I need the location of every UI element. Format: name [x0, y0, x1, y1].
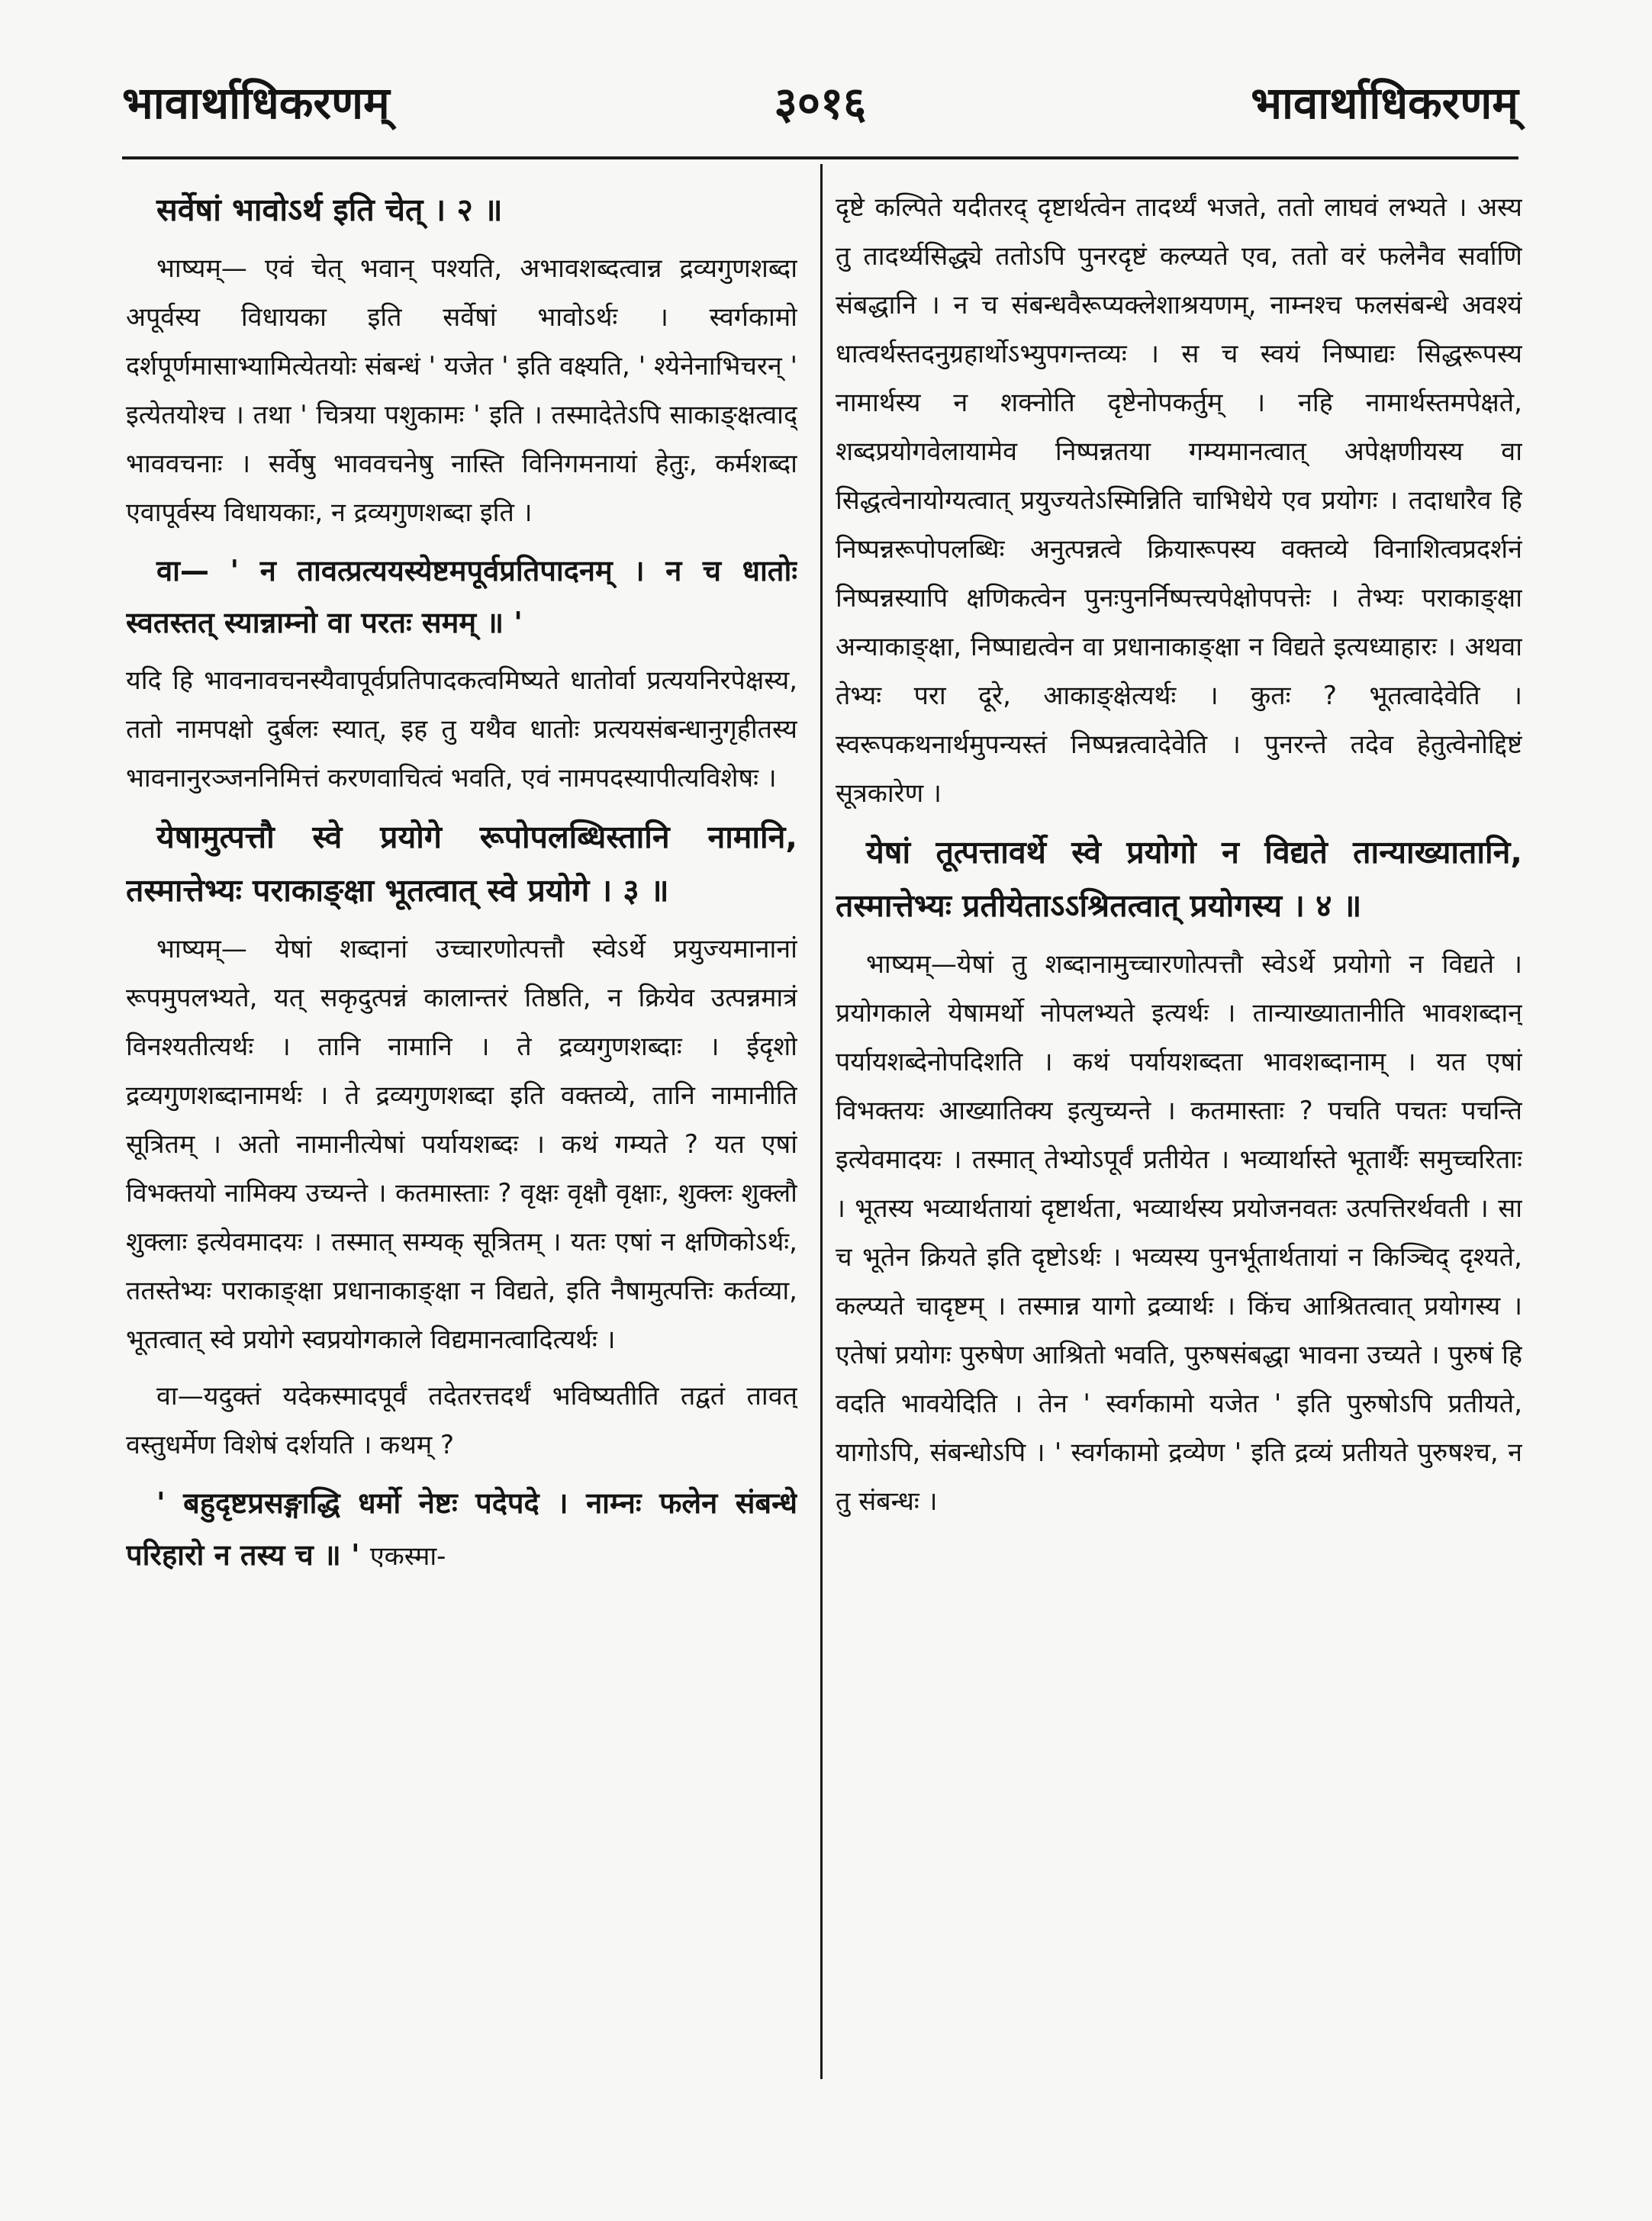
continuation-fragment: एकस्मा- — [369, 1541, 446, 1572]
right-column — [836, 183, 1522, 2121]
left-column — [126, 183, 797, 2121]
continued-paragraph: दृष्टे कल्पिते यदीतरद् दृष्टार्थत्वेन तादर्थ्यं भजते, ततो लाघवं लभ्यते । अस्य तु तादर्थ्यसिद्ध्ये ततोऽपि पुनरदृष्टं कल्प्यते एव, ततो वरं फलेनैव सर्वाणि संबद्धानि । न च संबन्धवैरूप्यक्लेशाश्रयणम्, नाम्नश्च फलसंबन्धे अवश्यं धात्वर्थस्तदनुग्रहार्थोऽभ्युपगन्तव्यः । स च स्वयं निष्पाद्यः सिद्धरूपस्य नामार्थस्य न शक्नोति दृष्टेनोपकर्तुम् । नहि नामार्थस्तमपेक्षते, शब्दप्रयोगवेलायामेव निष्पन्नतया गम्यमानत्वात् अपेक्षणीयस्य वा सिद्धत्वेनायोग्यत्वात् प्रयुज्यतेऽस्मिन्निति चाभिधेये एव प्रयोगः । तदाधारैव हि निष्पन्नरूपोपलब्धिः अनुत्पन्नत्वे क्रियारूपस्य वक्तव्ये विनाशित्वप्रदर्शनं निष्पन्नस्यापि क्षणिकत्वेन पुनःपुनर्निष्पत्त्यपेक्षोपपत्तेः । तेभ्यः पराकाङ्क्षा अन्याकाङ्क्षा, निष्पाद्यत्वेन वा प्रधानाकाङ्क्षा न विद्यते इत्यध्याहारः । अथवा तेभ्यः परा दूरे, आकाङ्क्षेत्यर्थः । कुतः ? भूतत्वादेवेति । स्वरूपकथनार्थमुपन्यस्तं निष्पन्नत्वादेवेति । पुनरन्ते तदेव हेतुत्वेनोद्दिष्टं सूत्रकारेण । — [836, 192, 1522, 809]
sutra-3: येषामुत्पत्तौ स्वे प्रयोगे रूपोपलब्धिस्तानि नामानि, तस्मात्तेभ्यः पराकाङ्क्षा भूतत्वात् स्वे प्रयोगे । ३ ॥ — [126, 819, 797, 909]
page-number: ३०१६ — [774, 77, 867, 129]
vartika-verse: वा— ' न तावत्प्रत्ययस्येष्टमपूर्वप्रतिपादनम् । न च धातोः स्वतस्तत् स्यान्नाम्नो वा परतः समम् ॥ ' — [126, 554, 797, 639]
vartika-intro: वा—यदुक्तं यदेकस्मादपूर्वं तदेतरत्तदर्थं भविष्यतीति तद्वतं तावत् वस्तुधर्मेण विशेषं दर्शयति । कथम् ? — [126, 1381, 797, 1460]
column-divider — [820, 164, 823, 2079]
vartika-commentary: यदि हि भावनावचनस्यैवापूर्वप्रतिपादकत्वमिष्यते धातोर्वा प्रत्ययनिरपेक्षस्य, ततो नामपक्षो दुर्बलः स्यात्, इह तु यथैव धातोः प्रत्ययसंबन्धानुगृहीतस्य भावनानुरञ्जननिमित्तं करणवाचित्वं भवति, एवं नामपदस्यापीत्यविशेषः । — [126, 665, 797, 793]
running-title-right: भावार्थाधिकरणम् — [1251, 77, 1518, 129]
sutra-2: सर्वेषां भावोऽर्थ इति चेत् । २ ॥ — [156, 192, 503, 228]
vartika-verse — [126, 1477, 797, 1582]
sutra-4: येषां तूत्पत्तावर्थे स्वे प्रयोगो न विद्यते तान्याख्यातानि, तस्मात्तेभ्यः प्रतीयेताऽऽश्रितत्वात् प्रयोगस्य । ४ ॥ — [836, 834, 1522, 924]
bhashya-paragraph: भाष्यम्— येषां शब्दानां उच्चारणोत्पत्तौ स्वेऽर्थे प्रयुज्यमानानां रूपमुपलभ्यते, यत् सकृदुत्पन्नं कालान्तरं तिष्ठति, न क्रियेव उत्पन्नमात्रं विनश्यतीत्यर्थः । तानि नामानि । ते द्रव्यगुणशब्दाः । ईदृशो द्रव्यगुणशब्दानामर्थः । ते द्रव्यगुणशब्दा इति वक्तव्ये, तानि नामानीति सूत्रितम् । अतो नामानीत्येषां पर्यायशब्दः । कथं गम्यते ? यत एषां विभक्तयो नामिक्य उच्यन्ते । कतमास्ताः ? वृक्षः वृक्षौ वृक्षाः, शुक्लः शुक्लौ शुक्लाः इत्येवमादयः । तस्मात् सम्यक् सूत्रितम् । यतः एषां न क्षणिकोऽर्थः, ततस्तेभ्यः पराकाङ्क्षा प्रधानाकाङ्क्षा न विद्यते, इति नैषामुत्पत्तिः कर्तव्या, भूतत्वात् स्वे प्रयोगे स्वप्रयोगकाले विद्यमानत्वादित्यर्थः । — [126, 934, 797, 1355]
bhashya-paragraph: भाष्यम्— एवं चेत् भवान् पश्यति, अभावशब्दत्वान्न द्रव्यगुणशब्दा अपूर्वस्य विधायका इति सर्वेषां भावोऽर्थः । स्वर्गकामो दर्शपूर्णमासाभ्यामित्येतयोः संबन्धं ' यजेत ' इति वक्ष्यति, ' श्येनेनाभिचरन् ' इत्येतयोश्च । तथा ' चित्रया पशुकामः ' इति । तस्मादेतेऽपि साकाङ्क्षत्वाद् भाववचनाः । सर्वेषु भाववचनेषु नास्ति विनिगमनायां हेतुः, कर्मशब्दा एवापूर्वस्य विधायकाः, न द्रव्यगुणशब्दा इति । — [126, 253, 797, 528]
bhashya-paragraph: भाष्यम्—येषां तु शब्दानामुच्चारणोत्पत्तौ स्वेऽर्थे प्रयोगो न विद्यते । प्रयोगकाले येषामर्थो नोपलभ्यते इत्यर्थः । तान्याख्यातानीति भावशब्दान् पर्यायशब्देनोपदिशति । कथं पर्यायशब्दता भावशब्दानाम् । यत एषां विभक्तयः आख्यातिक्य इत्युच्यन्ते । कतमास्ताः ? पचति पचतः पचन्ति इत्येवमादयः । तस्मात् तेभ्योऽपूर्वं प्रतीयेत । भव्यार्थास्ते भूतार्थैः समुच्चरिताः । भूतस्य भव्यार्थतायां दृष्टार्थता, भव्यार्थस्य प्रयोजनवतः उत्पत्तिरर्थवती । सा च भूतेन क्रियते इति दृष्टोऽर्थः । भव्यस्य पुनर्भूतार्थतायां न किञ्चिद् दृश्यते, कल्प्यते चादृष्टम् । तस्मान्न यागो द्रव्यार्थः । किंच आश्रितत्वात् प्रयोगस्य । एतेषां प्रयोगः पुरुषेण आश्रितो भवति, पुरुषसंबद्धा भावना उच्यते । पुरुषं हि वदति भावयेदिति । तेन ' स्वर्गकामो यजेत ' इति पुरुषोऽपि प्रतीयते, यागोऽपि, संबन्धोऽपि । ' स्वर्गकामो द्रव्येण ' इति द्रव्यं प्रतीयते पुरुषश्च, न तु संबन्धः । — [836, 949, 1522, 1517]
header-rule — [122, 156, 1518, 159]
running-title-left: भावार्थाधिकरणम् — [122, 77, 390, 129]
page-header — [122, 72, 1518, 141]
verse-text: ' बहुदृष्टप्रसङ्गाद्धि धर्मो नेष्टः पदेपदे । नाम्नः फलेन संबन्धे परिहारो न तस्य च ॥ ' — [126, 1486, 797, 1572]
